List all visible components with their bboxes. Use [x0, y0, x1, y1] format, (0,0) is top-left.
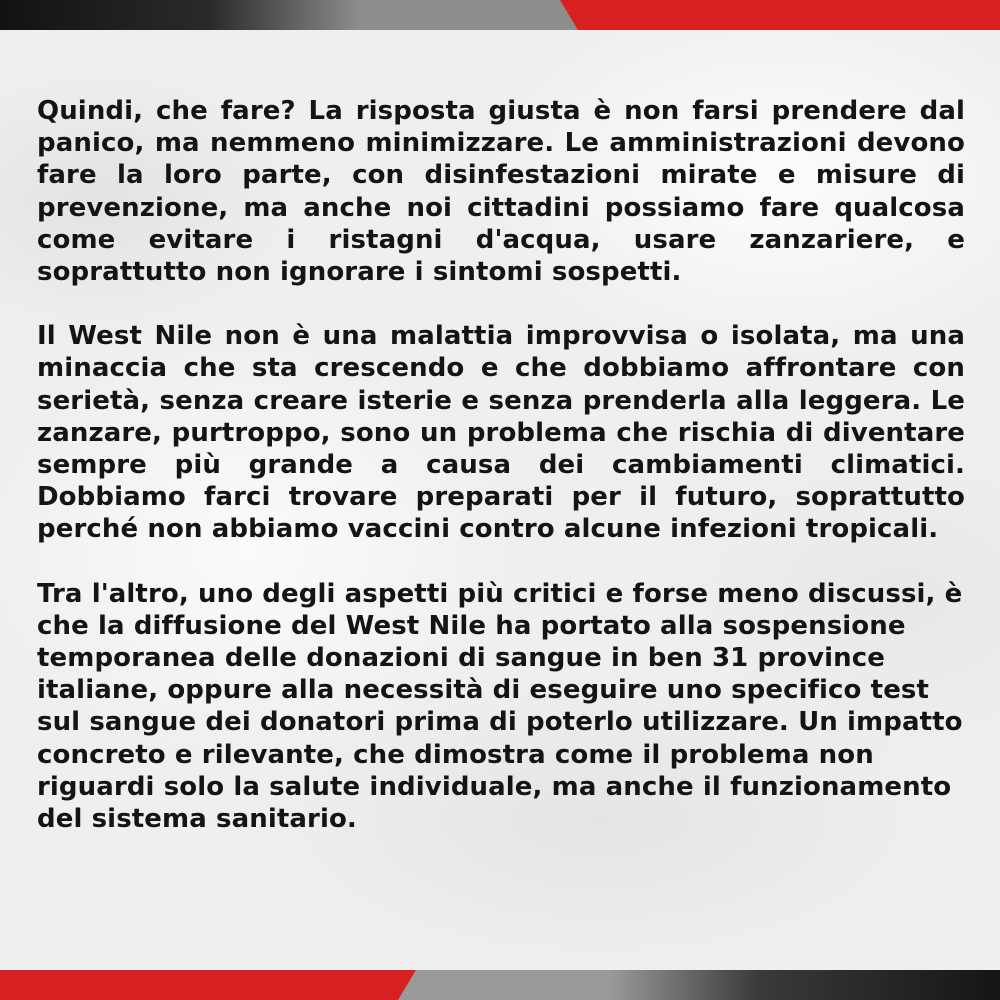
top-decorative-band	[0, 0, 1000, 30]
paragraph-1: Quindi, che fare? La risposta giusta è non farsi prendere dal panico, ma nemmeno minimizzare. Le amministrazioni devono fare la loro parte, con disinfestazioni mirate e misure di prevenzione, ma anche noi cittadini possiamo fare qualcosa come evitare i ristagni d'acqua, usare zanzariere, e soprattutto non ignorare i sintomi sospetti.	[37, 96, 965, 288]
paragraph-2: Il West Nile non è una malattia improvvisa o isolata, ma una minaccia che sta crescendo e che dobbiamo affrontare con serietà, senza creare isterie e senza prenderla alla leggera. Le zanzare, purtroppo, sono un problema che rischia di diventare sempre più grande a causa dei cambiamenti climatici. Dobbiamo farci trovare preparati per il futuro, soprattutto perché non abbiamo vaccini contro alcune infezioni tropicali.	[37, 321, 965, 545]
bottom-band-graphic	[0, 970, 1000, 1000]
bottom-decorative-band	[0, 970, 1000, 1000]
top-band-graphic	[0, 0, 1000, 30]
paragraph-3: Tra l'altro, uno degli aspetti più critici e forse meno discussi, è che la diffusione del West Nile ha portato alla sospensione temporanea delle donazioni di sangue in ben 31 province italiane, oppure alla necessità di eseguire uno specifico test sul sangue dei donatori prima di poterlo utilizzare. Un impatto concreto e rilevante, che dimostra come il problema non riguardi solo la salute individuale, ma anche il funzionamento del sistema sanitario.	[37, 578, 963, 835]
article-text	[37, 95, 965, 867]
